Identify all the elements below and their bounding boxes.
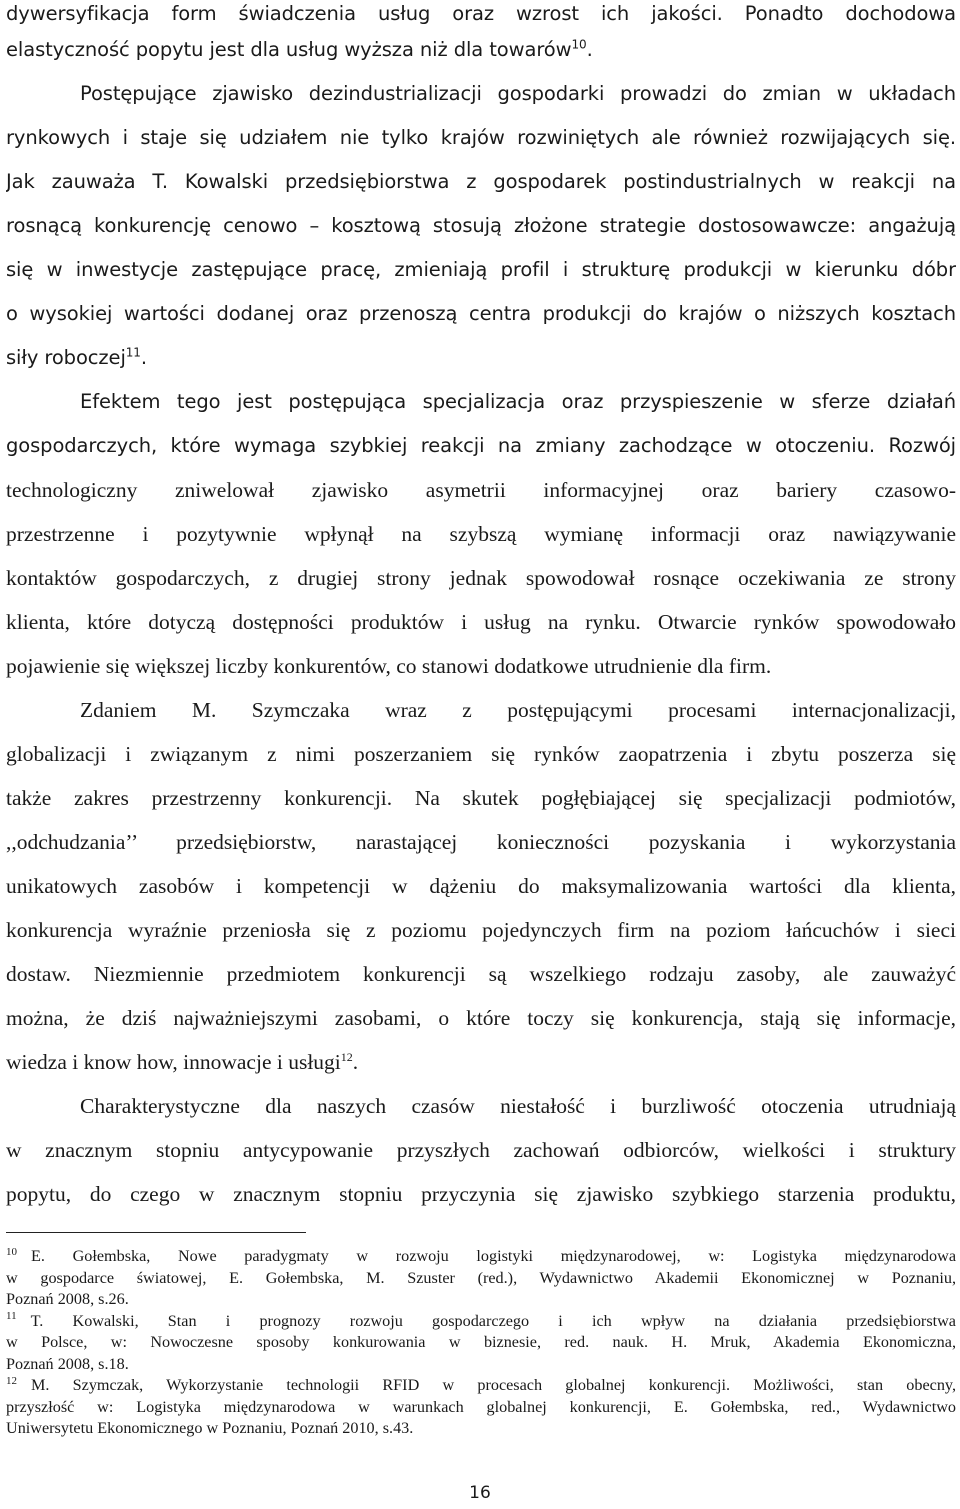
body-text-line [6,784,956,828]
body-text-line [6,1180,956,1224]
body-text: unikatowych zasobów i kompetencji w dążeniu do maksymalizowania wartości dla klienta, [6,874,956,898]
footnote-line [6,1418,956,1440]
body-text-line [6,124,956,168]
body-text: globalizacji i związanym z nimi poszerzaniem się rynków zaopatrzenia i zbytu poszerza się [6,742,956,766]
body-text-line [6,168,956,212]
body-text-line [6,388,956,432]
body-text-line [6,476,956,520]
body-text-line [6,828,956,872]
body-text-line [6,916,956,960]
body-text: dostaw. Niezmiennie przedmiotem konkurencji są wszelkiego rodzaju zasoby, ale zauważyć [6,962,956,986]
body-text-line [6,432,956,476]
body-text: dywersyfikacja form świadczenia usług oraz wzrost ich jakości. Ponadto dochodowa [6,2,956,25]
footnote-line [6,1397,956,1419]
body-text: popytu, do czego w znacznym stopniu przyczynia się zjawisko szybkiego starzenia produktu, [6,1182,956,1206]
footnote-line [6,1246,956,1268]
footnote-line [6,1289,956,1311]
body-text-punctuation: . [352,1050,359,1074]
body-text-line [6,1004,956,1048]
body-text: Charakterystyczne dla naszych czasów niestałość i burzliwość otoczenia utrudniają [80,1094,956,1118]
body-text-punctuation: . [586,38,593,61]
body-text-line [6,256,956,300]
body-text: Jak zauważa T. Kowalski przedsiębiorstwa z gospodarek postindustrialnych w reakcji na [6,170,956,193]
body-text-line [6,1136,956,1180]
body-text: kontaktów gospodarczych, z drugiej strony jednak spowodował rosnące oczekiwania ze strony [6,566,956,590]
footnote-text: w Polsce, w: Nowoczesne sposoby konkurowania w biznesie, red. nauk. H. Mruk, Akademia Ekonomiczna, [6,1333,956,1351]
body-text-line [6,300,956,344]
body-text: konkurencja wyraźnie przeniosła się z poziomu pojedynczych firm na poziom łańcuchów i sieci [6,918,956,942]
footnote-reference: 12 [340,1049,353,1064]
body-text: klienta, które dotyczą dostępności produktów i usług na rynku. Otwarcie rynków spowodowało [6,610,956,634]
body-text-line [6,872,956,916]
page-number: 16 [469,1483,491,1503]
body-text-line [6,960,956,1004]
footnote-reference: 11 [125,345,141,360]
body-text: pojawienie się większej liczby konkurentów, co stanowi dodatkowe utrudnienie dla firm. [6,654,772,678]
footnote-line [6,1375,956,1397]
body-text: elastyczność popytu jest dla usług wyższa niż dla towarów [6,38,572,61]
body-text-line [6,696,956,740]
footnote-number: 12 [6,1375,17,1387]
body-text: także zakres przestrzenny konkurencji. Na skutek pogłębiającej się specjalizacji podmiotów, [6,786,956,810]
body-text: się w inwestycje zastępujące pracę, zmieniają profil i strukturę produkcji w kierunku dóbr [6,258,956,281]
body-text: Zdaniem M. Szymczaka wraz z postępującymi procesami internacjonalizacji, [80,698,956,722]
body-text: wiedza i know how, innowacje i usługi [6,1050,341,1074]
footnote-line [6,1354,956,1376]
body-text: w znacznym stopniu antycypowanie przyszłych zachowań odbiorców, wielkości i struktury [6,1138,956,1162]
body-text: technologiczny zniwelował zjawisko asymetrii informacyjnej oraz bariery czasowo- [6,478,956,502]
footnote-text: Uniwersytetu Ekonomicznego w Poznaniu, Poznań 2010, s.43. [6,1419,414,1437]
body-text-line [6,36,956,80]
body-text-line [6,652,956,696]
body-text-line [6,564,956,608]
body-text: ,,odchudzania’’ przedsiębiorstw, narastającej konieczności pozyskania i wykorzystania [6,830,956,854]
body-text-line [6,608,956,652]
body-text-line [6,1092,956,1136]
footnote-separator [6,1232,306,1233]
footnote-number: 11 [6,1310,17,1323]
footnote-line [6,1332,956,1354]
body-text-line [6,1048,956,1092]
body-text-punctuation: . [140,346,147,369]
footnote-text: przyszłość w: Logistyka międzynarodowa w warunkach globalnej konkurencji, E. Gołembska, red., Wydawnictwo [6,1397,956,1416]
body-text: Efektem tego jest postępująca specjalizacja oraz przyspieszenie w sferze działań [80,390,956,413]
body-text: Postępujące zjawisko dezindustrializacji gospodarki prowadzi do zmian w układach [80,82,956,105]
body-text: można, że dziś najważniejszymi zasobami, o które toczy się konkurencja, stają się informacje, [6,1006,956,1030]
footnote-line [6,1268,956,1290]
footnote-text: w gospodarce światowej, E. Gołembska, M. Szuster (red.), Wydawnictwo Akademii Ekonomicznej w Poznaniu, [6,1268,956,1287]
body-text-line [6,520,956,564]
footnote-text: T. Kowalski, Stan i prognozy rozwoju gospodarczego i ich wpływ na działania przedsiębiorstwa [30,1311,956,1330]
body-text: siły roboczej [6,346,126,369]
footnote-text: E. Gołembska, Nowe paradygmaty w rozwoju logistyki międzynarodowej, w: Logistyka międzynarodowa [31,1247,956,1265]
body-text-line [6,80,956,124]
footnote-text: Poznań 2008, s.26. [6,1290,129,1308]
footnote-reference: 10 [571,37,587,52]
body-text-line [6,212,956,256]
body-text: o wysokiej wartości dodanej oraz przenoszą centra produkcji do krajów o niższych kosztach [6,302,956,325]
body-text: rynkowych i staje się udziałem nie tylko krajów rozwiniętych ale również rozwijających się. [6,126,956,149]
body-text-line [6,344,956,388]
footnote-text: Poznań 2008, s.18. [6,1354,129,1373]
footnote-text: M. Szymczak, Wykorzystanie technologii RFID w procesach globalnej konkurencji. Możliwości, stan obecny, [31,1376,956,1394]
body-text: przestrzenne i pozytywnie wpłynął na szybszą wymianę informacji oraz nawiązywanie [6,522,956,546]
footnote-number: 10 [6,1246,17,1258]
body-text: rosnącą konkurencję cenowo – kosztową stosują złożone strategie dostosowawcze: angażują [6,214,956,237]
body-text: gospodarczych, które wymaga szybkiej reakcji na zmiany zachodzące w otoczeniu. Rozwój [6,434,956,457]
body-text-line [6,740,956,784]
footnote-line [6,1311,956,1333]
